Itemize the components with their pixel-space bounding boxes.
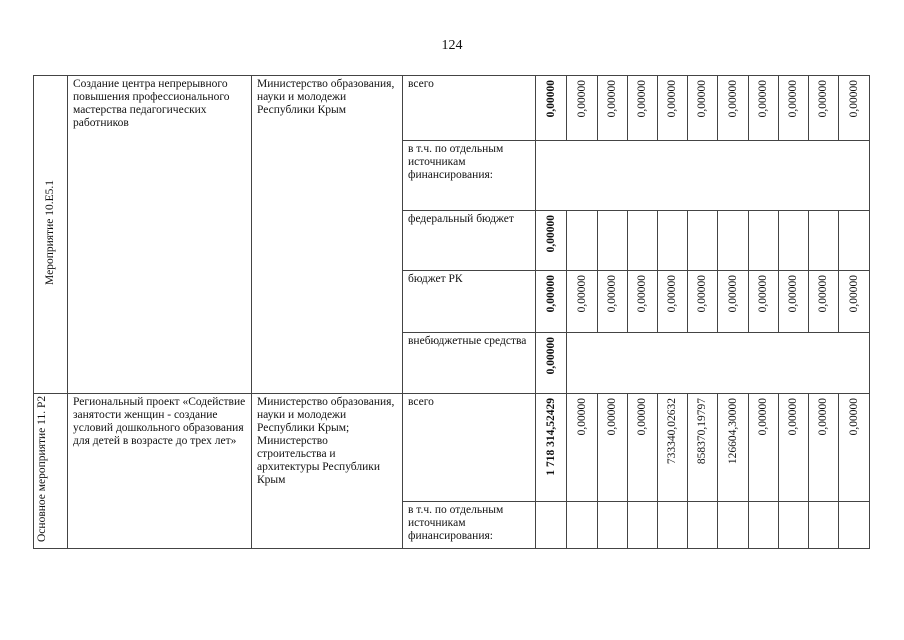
empty-cell (809, 502, 839, 549)
value-cell (718, 271, 749, 333)
empty-cell (658, 502, 688, 549)
source-label (403, 141, 536, 211)
event-code: Мероприятие 10.E5.1 (44, 180, 56, 285)
empty-cell (536, 502, 567, 549)
value-cell (718, 394, 749, 502)
value: 0,00000 (636, 80, 648, 118)
label: в т.ч. по отдельным источникам финансирования: (408, 504, 504, 543)
value: 0,00000 (606, 275, 618, 313)
value: 0,00000 (606, 80, 618, 118)
value: 0,00000 (636, 398, 648, 436)
page-number: 124 (441, 38, 463, 53)
source-label (403, 271, 536, 333)
sum-cell (536, 211, 567, 271)
source-label (403, 76, 536, 141)
value-cell (598, 271, 628, 333)
value: 0,00000 (757, 80, 769, 118)
value-cell (688, 394, 718, 502)
value-cell (598, 76, 628, 141)
source-label (403, 502, 536, 549)
budget-table (33, 75, 870, 549)
empty-cell (658, 211, 688, 271)
sum-cell (536, 394, 567, 502)
value-cell (628, 394, 658, 502)
value-cell (658, 394, 688, 502)
label: федеральный бюджет (408, 213, 514, 225)
empty-cell (718, 211, 749, 271)
value-cell (779, 271, 809, 333)
value: 0,00000 (575, 80, 588, 118)
value: 0,00000 (757, 275, 769, 313)
event-name: Региональный проект «Содействие занятости женщин - создание условий дошкольного образования для детей в возрасте до трех лет» (73, 396, 246, 447)
empty-cell (688, 502, 718, 549)
value: 733340,02632 (666, 398, 678, 465)
value: 0,00000 (575, 275, 588, 313)
value-cell (749, 394, 779, 502)
value-cell (688, 271, 718, 333)
empty-cell (598, 502, 628, 549)
value: 0,00000 (696, 80, 708, 118)
label: всего (408, 78, 434, 90)
sum: 0,00000 (544, 80, 557, 118)
value-cell (749, 271, 779, 333)
empty-cell (718, 502, 749, 549)
empty-cell (688, 211, 718, 271)
value: 0,00000 (696, 275, 708, 313)
value-cell (628, 76, 658, 141)
source-label (403, 333, 536, 394)
merged-empty-cell (536, 141, 870, 211)
code-cell (34, 76, 68, 394)
value: 0,00000 (847, 275, 860, 313)
value: 0,00000 (757, 398, 769, 436)
empty-cell (839, 502, 870, 549)
executor-cell (252, 394, 403, 549)
label: всего (408, 396, 434, 408)
label: бюджет РК (408, 273, 463, 285)
value-cell (839, 271, 870, 333)
value-cell (688, 76, 718, 141)
value-cell (779, 394, 809, 502)
value: 0,00000 (666, 275, 678, 313)
value-cell (839, 394, 870, 502)
source-label (403, 394, 536, 502)
table-row (34, 394, 870, 502)
empty-cell (779, 211, 809, 271)
value: 0,00000 (787, 275, 799, 313)
table-row (34, 76, 870, 141)
value-cell (628, 271, 658, 333)
executor: Министерство образования, науки и молодежи Республики Крым (257, 78, 395, 116)
name-cell (68, 394, 252, 549)
value: 0,00000 (666, 80, 678, 118)
label: внебюджетные средства (408, 335, 527, 347)
empty-cell (628, 211, 658, 271)
value: 0,00000 (636, 275, 648, 313)
value: 0,00000 (726, 275, 739, 313)
value-cell (567, 271, 598, 333)
value: 0,00000 (817, 398, 829, 436)
value-cell (658, 271, 688, 333)
empty-cell (749, 502, 779, 549)
value-cell (839, 76, 870, 141)
empty-cell (839, 211, 870, 271)
value: 0,00000 (817, 80, 829, 118)
empty-cell (628, 502, 658, 549)
value: 0,00000 (787, 80, 799, 118)
empty-cell (567, 502, 598, 549)
sum: 0,00000 (544, 337, 557, 375)
value-cell (809, 76, 839, 141)
empty-cell (749, 211, 779, 271)
value-cell (749, 76, 779, 141)
value-cell (809, 394, 839, 502)
event-code: Основное мероприятие 11. P2 (35, 395, 48, 543)
empty-cell (598, 211, 628, 271)
sum: 0,00000 (544, 215, 557, 253)
value: 0,00000 (817, 275, 829, 313)
value: 126604,30000 (726, 398, 739, 465)
value: 0,00000 (847, 80, 860, 118)
sum-cell (536, 271, 567, 333)
value-cell (598, 394, 628, 502)
name-cell (68, 76, 252, 394)
sum: 1 718 314,52429 (544, 398, 557, 476)
value-cell (658, 76, 688, 141)
value-cell (809, 271, 839, 333)
empty-cell (779, 502, 809, 549)
source-label (403, 211, 536, 271)
event-name: Создание центра непрерывного повышения профессионального мастерства педагогических работников (73, 78, 230, 129)
empty-cell (809, 211, 839, 271)
value: 0,00000 (606, 398, 618, 436)
empty-cell (567, 211, 598, 271)
executor-cell (252, 76, 403, 394)
code-cell (34, 394, 68, 549)
value-cell (567, 394, 598, 502)
value-cell (718, 76, 749, 141)
value: 858370,19797 (696, 398, 708, 465)
sum-cell (536, 76, 567, 141)
sum-cell (536, 333, 567, 394)
label: в т.ч. по отдельным источникам финансирования: (408, 143, 504, 181)
value-cell (567, 76, 598, 141)
value: 0,00000 (787, 398, 799, 436)
sum: 0,00000 (544, 275, 557, 313)
value: 0,00000 (847, 398, 860, 436)
value: 0,00000 (575, 398, 588, 436)
merged-empty-cell (567, 333, 870, 394)
executor: Министерство образования, науки и молодежи Республики Крым; Министерство строительства и архитектуры Республики Крым (257, 396, 395, 486)
value: 0,00000 (726, 80, 739, 118)
value-cell (779, 76, 809, 141)
